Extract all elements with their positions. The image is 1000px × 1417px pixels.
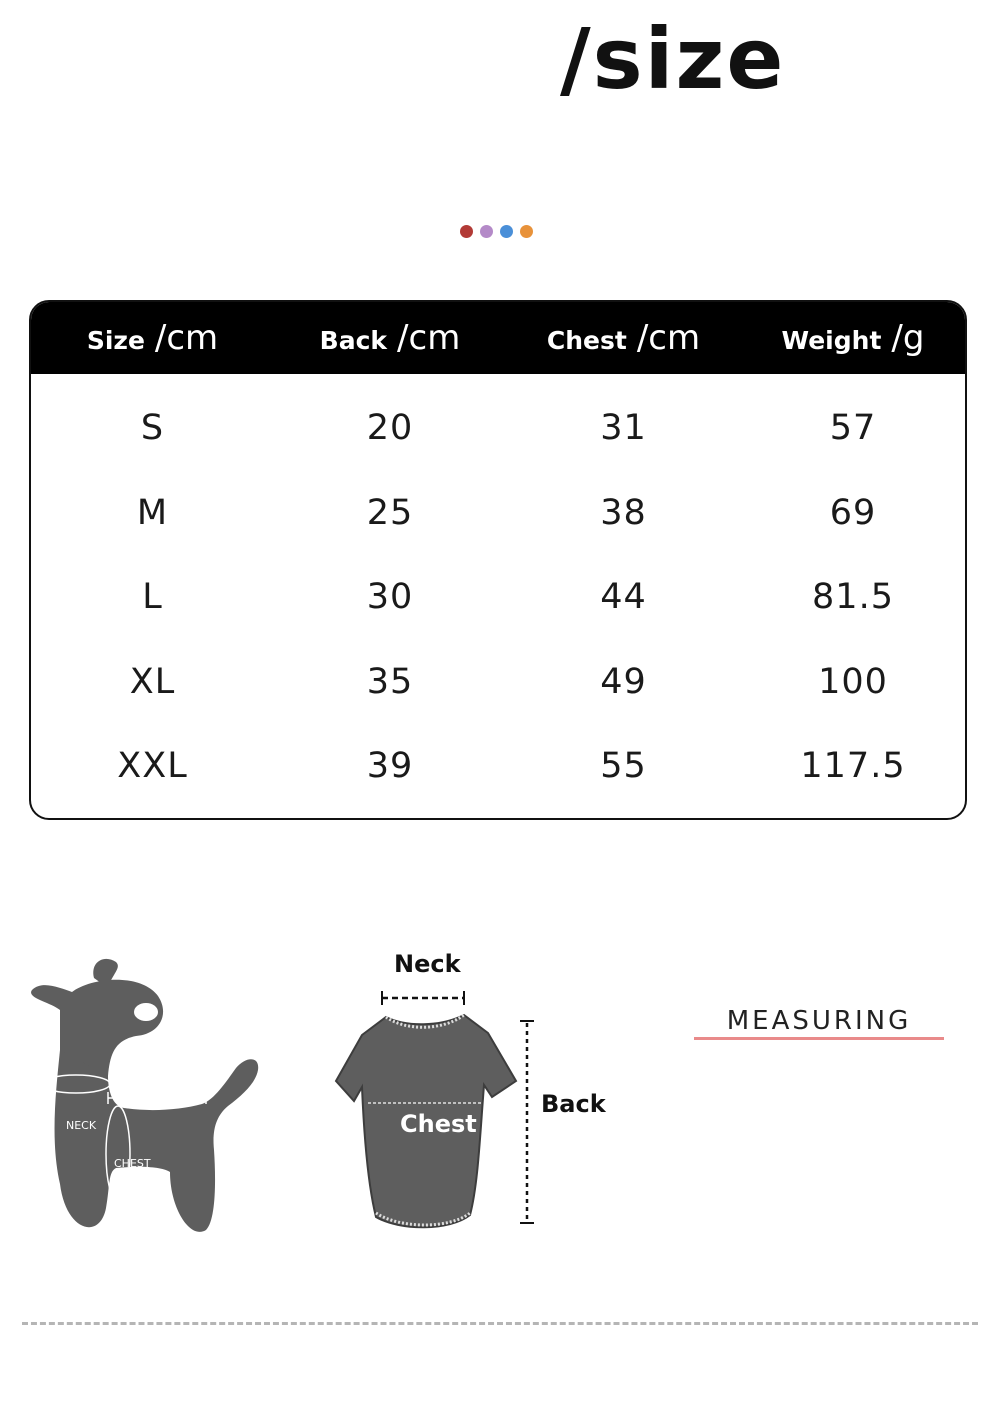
header-chest: Chest /cm xyxy=(546,318,701,358)
cell-weight: 117.5 xyxy=(800,746,906,787)
cell-back: 39 xyxy=(366,746,414,787)
cell-chest: 55 xyxy=(600,746,647,787)
color-dots xyxy=(460,225,533,238)
header-weight: Weight /g xyxy=(781,318,925,358)
shirt-chest-label: Chest xyxy=(400,1110,477,1138)
cell-size: S xyxy=(140,408,165,449)
cell-chest: 38 xyxy=(600,492,647,533)
dog-silhouette-icon xyxy=(31,959,258,1232)
dog-chest-label: CHEST xyxy=(114,1157,151,1170)
cell-chest: 31 xyxy=(600,408,647,449)
table-header xyxy=(31,302,965,374)
cell-size: XL xyxy=(129,661,176,702)
cell-chest: 49 xyxy=(600,661,647,702)
cell-back: 35 xyxy=(366,661,414,702)
cell-back: 20 xyxy=(366,408,414,449)
table-row xyxy=(31,640,965,725)
color-dot-purple xyxy=(480,225,493,238)
table-body xyxy=(31,374,965,809)
dog-length-label: LENGTH xyxy=(114,1074,159,1087)
table-row xyxy=(31,724,965,809)
header-back: Back /cm xyxy=(319,318,461,358)
cell-back: 30 xyxy=(366,577,414,618)
page-title: /size xyxy=(560,10,786,108)
table-row xyxy=(31,471,965,556)
cell-size: L xyxy=(142,577,163,618)
measuring-underline xyxy=(694,1037,944,1040)
table-row xyxy=(31,386,965,471)
size-table xyxy=(29,300,967,820)
color-dot-blue xyxy=(500,225,513,238)
dog-measure-diagram xyxy=(20,940,280,1250)
cell-weight: 81.5 xyxy=(812,577,894,618)
dog-neck-label: NECK xyxy=(66,1119,97,1132)
cell-chest: 44 xyxy=(600,577,647,618)
dog-eye xyxy=(134,1003,158,1021)
color-dot-red xyxy=(460,225,473,238)
cell-size: M xyxy=(136,492,169,533)
header-size: Size /cm xyxy=(86,318,219,358)
cell-back: 25 xyxy=(366,492,414,533)
cell-weight: 69 xyxy=(829,492,877,533)
measuring-heading: MEASURING xyxy=(726,1006,912,1036)
cell-weight: 57 xyxy=(829,408,877,449)
shirt-back-label: Back xyxy=(541,1090,606,1118)
footer-divider xyxy=(22,1322,978,1325)
color-dot-orange xyxy=(520,225,533,238)
cell-size: XXL xyxy=(117,746,188,787)
cell-weight: 100 xyxy=(818,661,888,702)
shirt-neck-label: Neck xyxy=(394,950,461,978)
table-row xyxy=(31,555,965,640)
